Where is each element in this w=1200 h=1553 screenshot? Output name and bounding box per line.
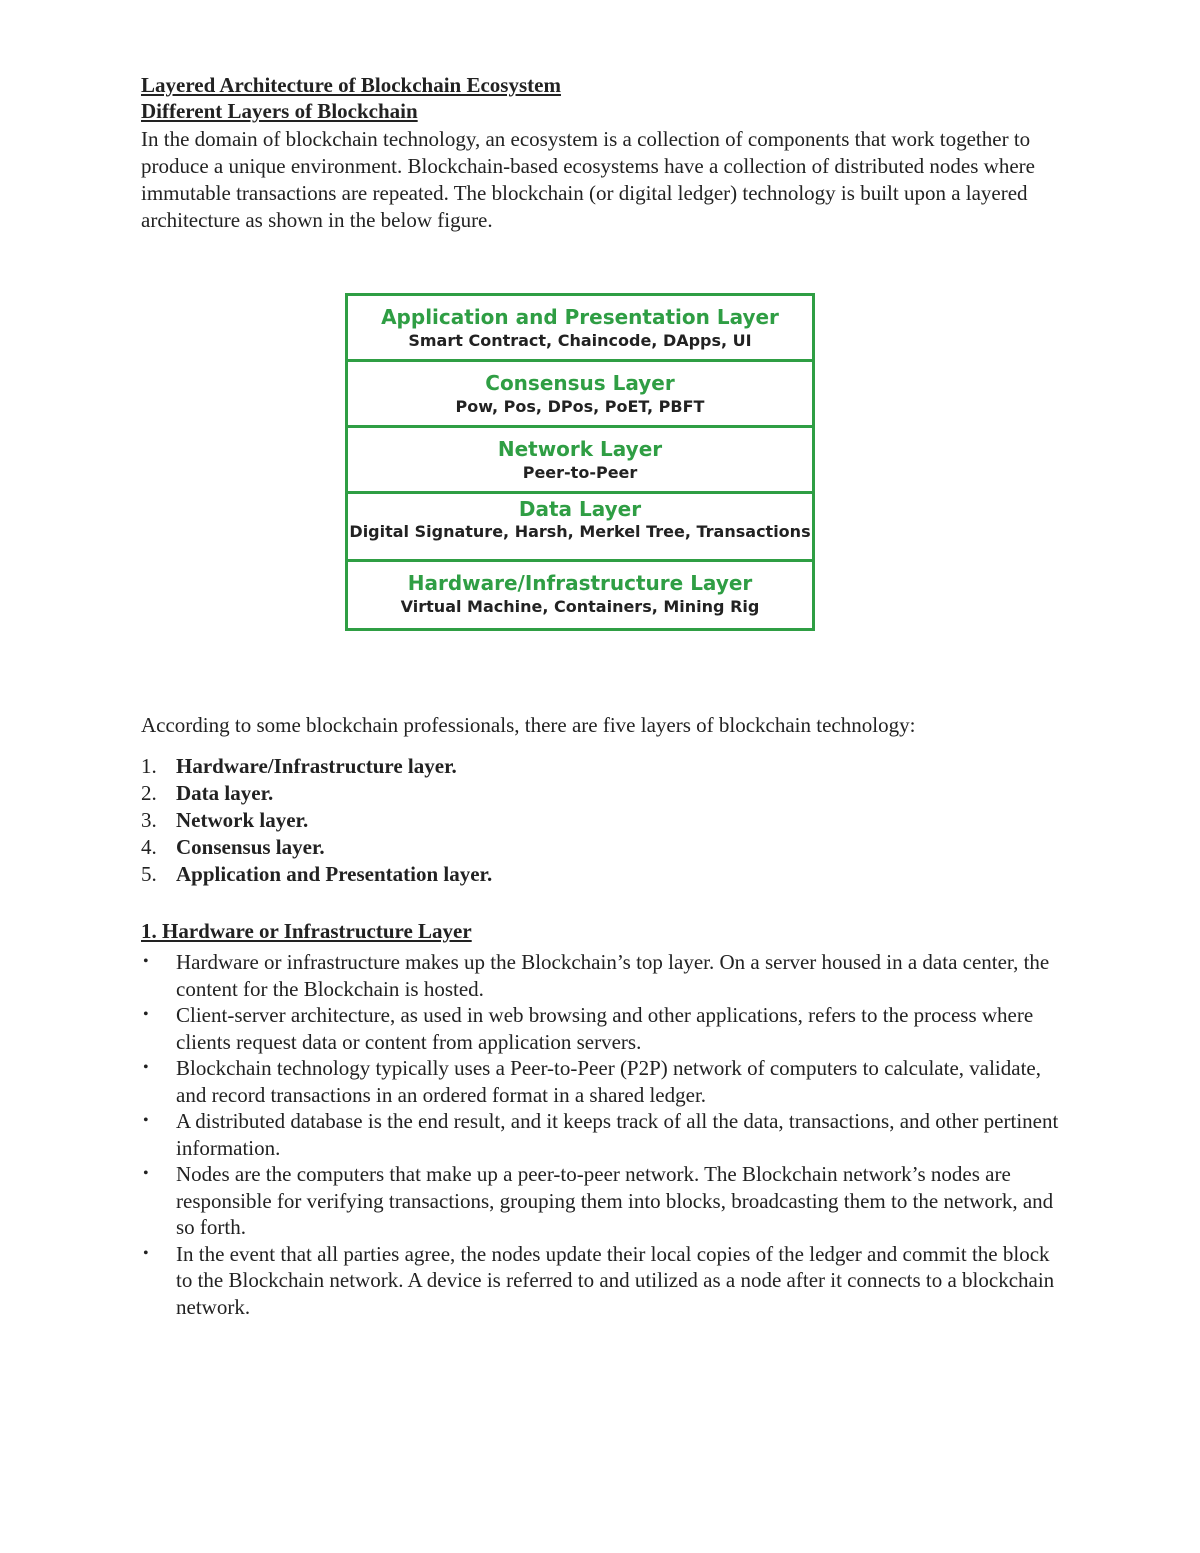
figure-layer-title: Consensus Layer [485, 371, 675, 395]
list-item [141, 807, 492, 834]
document-title: Layered Architecture of Blockchain Ecosystem [141, 73, 561, 97]
bullet-item [141, 1002, 1071, 1055]
list-label: Data layer. [176, 781, 274, 805]
figure-layer-hardware [348, 562, 812, 628]
figure-layer-application [348, 296, 812, 362]
bullet-icon: • [143, 953, 149, 970]
figure-layer-items: Pow, Pos, DPos, PoET, PBFT [455, 397, 705, 416]
list-number: 4. [141, 835, 157, 859]
bullet-icon: • [143, 1244, 149, 1262]
figure-layer-items: Smart Contract, Chaincode, DApps, UI [408, 331, 752, 350]
list-label: Consensus layer. [176, 835, 325, 859]
figure-layer-items: Virtual Machine, Containers, Mining Rig [400, 597, 760, 616]
bullet-text: Hardware or infrastructure makes up the Blockchain’s top layer. On a server housed in a data center, the content for the Blockchain is hosted. [176, 950, 1050, 1001]
list-item [141, 834, 492, 861]
five-layers-list [141, 753, 492, 888]
five-layers-intro: According to some blockchain professionals, there are five layers of blockchain technology: [141, 713, 916, 737]
bullet-text: In the event that all parties agree, the nodes update their local copies of the ledger and commit the block to the Blockchain network. A device is referred to and utilized as a node after it connects to a blockchain network. [176, 1241, 1055, 1319]
bullet-text: Client-server architecture, as used in web browsing and other applications, refers to the process where clients request data or content from application servers. [176, 1003, 1034, 1054]
list-number: 3. [141, 808, 157, 832]
bullet-text: Blockchain technology typically uses a Peer-to-Peer (P2P) network of computers to calculate, validate, and record transactions in an ordered format in a shared ledger. [176, 1056, 1041, 1107]
bullet-item [141, 1161, 1071, 1241]
bullet-icon: • [143, 1165, 149, 1182]
bullet-text: Nodes are the computers that make up a peer-to-peer network. The Blockchain network’s nodes are responsible for verifying transactions, grouping them into blocks, broadcasting them to the network, and so forth. [176, 1162, 1054, 1239]
section-heading: 1. Hardware or Infrastructure Layer [141, 919, 472, 943]
bullet-icon: • [143, 1059, 149, 1076]
list-item [141, 861, 492, 888]
figure-layer-title: Application and Presentation Layer [381, 305, 779, 329]
bullet-item [141, 949, 1071, 1002]
list-label: Hardware/Infrastructure layer. [176, 754, 457, 778]
figure-layer-items: Digital Signature, Harsh, Merkel Tree, Transactions [349, 522, 811, 541]
figure-layer-items: Peer-to-Peer [522, 463, 638, 482]
bullet-item [141, 1241, 1071, 1321]
document-subtitle: Different Layers of Blockchain [141, 99, 418, 123]
list-number: 5. [141, 862, 157, 886]
intro-paragraph: In the domain of blockchain technology, an ecosystem is a collection of components that work together to produce a unique environment. Blockchain-based ecosystems have a collection of distributed nodes where immutable transactions are repeated. The blockchain (or digital ledger) technology is built upon a layered architecture as shown in the below figure. [141, 127, 1035, 232]
list-item [141, 753, 492, 780]
bullet-item [141, 1055, 1071, 1108]
list-label: Application and Presentation layer. [176, 862, 493, 886]
figure-layer-consensus [348, 362, 812, 428]
bullet-icon: • [143, 1112, 149, 1129]
list-number: 1. [141, 754, 157, 778]
bullet-list [141, 949, 1071, 1320]
list-item [141, 780, 492, 807]
section-hardware-layer [141, 918, 1071, 1320]
bullet-text: A distributed database is the end result, and it keeps track of all the data, transactions, and other pertinent information. [176, 1109, 1059, 1160]
list-number: 2. [141, 781, 157, 805]
layered-architecture-figure [345, 293, 815, 631]
bullet-icon: • [143, 1006, 149, 1023]
figure-layer-network [348, 428, 812, 494]
figure-layer-title: Data Layer [518, 497, 642, 521]
figure-layer-title: Network Layer [497, 437, 663, 461]
bullet-item [141, 1108, 1071, 1161]
list-label: Network layer. [176, 808, 309, 832]
figure-layer-data [348, 494, 812, 562]
document-page [141, 72, 1071, 1319]
figure-layer-title: Hardware/Infrastructure Layer [407, 571, 753, 595]
